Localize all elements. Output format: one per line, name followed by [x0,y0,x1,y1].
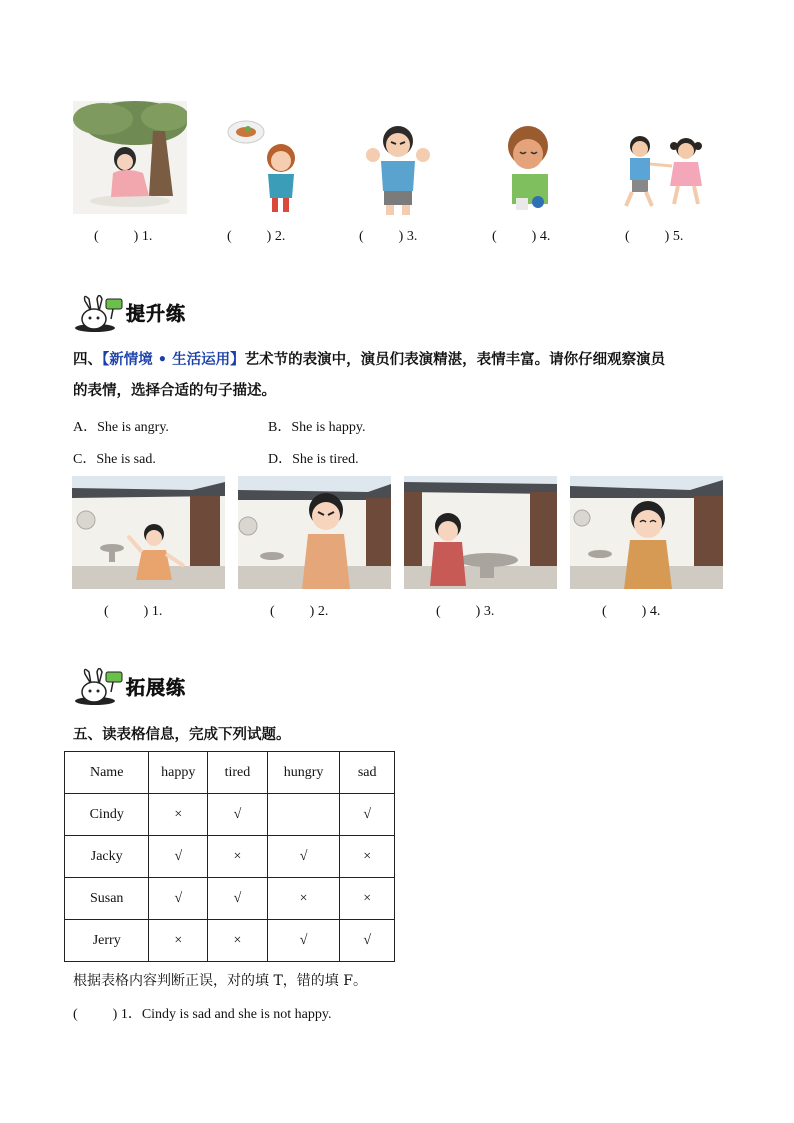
q4-answer-blank-2[interactable]: ( ) 2. [270,604,329,619]
bunny-mascot-icon [73,668,125,706]
section-title-extend: 拓展练 [126,677,187,699]
table-cell: Susan [65,878,149,920]
table-cell: √ [149,878,208,920]
table-cell: × [340,836,395,878]
courtyard-girl-angry-picture [238,476,391,589]
girl-under-tree-picture [73,101,187,214]
q5-item-1[interactable]: ( ) 1．Cindy is sad and she is not happy. [73,1007,332,1022]
answer-blank-2[interactable]: ( ) 2. [227,229,286,244]
answer-blank-5[interactable]: ( ) 5. [625,229,684,244]
q4-answer-blank-4[interactable]: ( ) 4. [602,604,661,619]
question-4-number: 四、 [73,351,102,368]
table-header-cell: tired [208,752,268,794]
table-cell: × [208,836,268,878]
table-row [65,920,395,962]
question-5-instruction: 根据表格内容判断正误，对的填 T，错的填 F。 [73,973,367,989]
table-header-row [65,752,395,794]
table-cell: × [267,878,340,920]
table-cell: Jerry [65,920,149,962]
table-header-cell: hungry [267,752,340,794]
table-row [65,794,395,836]
courtyard-girl-happy-picture [72,476,225,589]
table-row [65,878,395,920]
table-header-cell: sad [340,752,395,794]
question-4-text-line1: 艺术节的表演中，演员们表演精湛，表情丰富。请你仔细观察演员 [244,351,666,368]
bunny-mascot-icon [73,295,125,333]
q4-answer-blank-3[interactable]: ( ) 3. [436,604,495,619]
option-b: B．She is happy. [268,420,366,435]
table-cell: √ [149,836,208,878]
happy-kids-running-picture [622,134,714,210]
option-a: A．She is angry. [73,420,169,435]
table-cell: × [149,794,208,836]
table-cell: Jacky [65,836,149,878]
option-d: D．She is tired. [268,452,359,467]
table-cell: × [208,920,268,962]
table-header-cell: Name [65,752,149,794]
table-cell: Cindy [65,794,149,836]
section-title-advance: 提升练 [126,303,187,325]
answer-blank-3[interactable]: ( ) 3. [359,229,418,244]
table-cell: √ [340,920,395,962]
table-cell: √ [267,920,340,962]
answer-blank-1[interactable]: ( ) 1. [94,229,153,244]
answer-blank-4[interactable]: ( ) 4. [492,229,551,244]
table-cell: √ [340,794,395,836]
table-cell: × [149,920,208,962]
feelings-table [64,751,395,962]
table-cell: √ [208,878,268,920]
option-c: C．She is sad. [73,452,156,467]
question-4-text-line2: 的表情，选择合适的句子描述。 [73,382,276,399]
question-4-tag: 【新情境 • 生活运用】 [102,351,245,368]
courtyard-girl-tired-picture [404,476,557,589]
angry-boy-picture [363,123,433,216]
q4-answer-blank-1[interactable]: ( ) 1. [104,604,163,619]
table-cell: × [340,878,395,920]
courtyard-girl-sad-picture [570,476,723,589]
table-cell: √ [267,836,340,878]
table-row [65,836,395,878]
table-cell [267,794,340,836]
question-4-text [73,344,733,406]
hungry-girl-picture [226,118,306,216]
table-cell: √ [208,794,268,836]
table-header-cell: happy [149,752,208,794]
tired-boy-picture [498,124,560,212]
question-5-title: 五、读表格信息，完成下列试题。 [73,726,291,743]
